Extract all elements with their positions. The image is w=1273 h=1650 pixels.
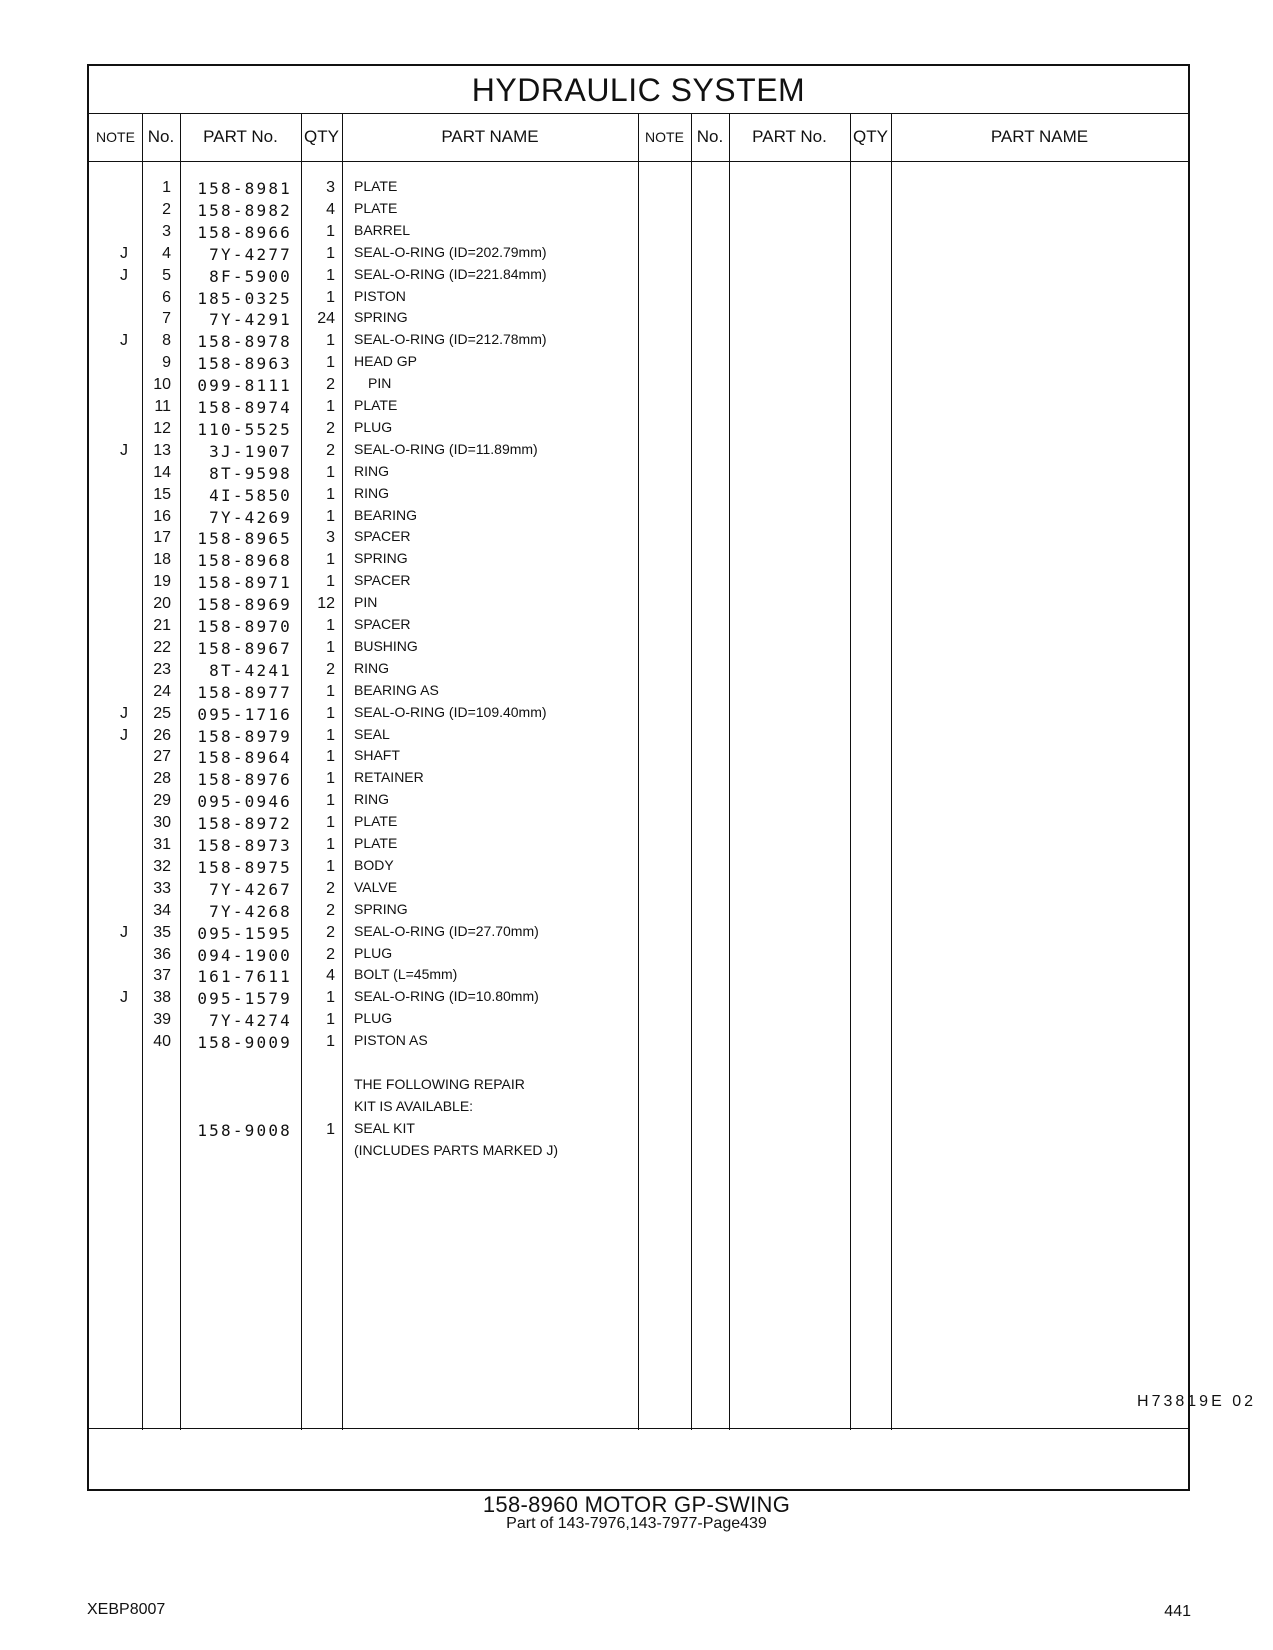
table-row xyxy=(89,1142,1188,1165)
part-number-cell: 095-1716 xyxy=(197,704,292,724)
item-number-cell: 6 xyxy=(162,288,171,306)
header-note-2: NOTE xyxy=(645,129,684,145)
table-row xyxy=(89,901,1188,924)
part-number-cell: 158-8970 xyxy=(197,617,292,636)
note-cell: J xyxy=(120,244,128,262)
quantity-cell: 1 xyxy=(326,332,335,350)
part-number-cell: 7Y-4269 xyxy=(209,507,292,527)
part-name-cell: SEAL-O-RING (ID=212.78mm) xyxy=(354,331,547,348)
item-number-cell: 13 xyxy=(153,441,171,459)
part-name-cell: BOLT (L=45mm) xyxy=(354,966,458,983)
item-number-cell: 38 xyxy=(153,989,171,1007)
quantity-cell: 1 xyxy=(326,463,335,481)
item-number-cell: 23 xyxy=(153,660,171,678)
part-name-cell: KIT IS AVAILABLE: xyxy=(354,1097,474,1114)
part-number-cell: 158-8966 xyxy=(197,222,292,242)
table-row xyxy=(89,528,1188,551)
part-number-cell: 7Y-4267 xyxy=(209,879,292,899)
part-name-cell: SPACER xyxy=(354,528,411,545)
table-row xyxy=(89,682,1188,705)
part-number-cell: 158-8965 xyxy=(197,529,292,549)
part-number-cell: 110-5525 xyxy=(197,419,292,439)
note-cell: J xyxy=(120,441,128,459)
table-row xyxy=(89,419,1188,442)
table-row xyxy=(89,397,1188,420)
part-number-cell: 7Y-4291 xyxy=(209,310,292,330)
table-row xyxy=(89,791,1188,814)
part-name-cell: BEARING AS xyxy=(354,681,439,698)
header-part-no-2: PART No. xyxy=(752,127,827,146)
part-number-cell: 8T-9598 xyxy=(209,463,292,483)
item-number-cell: 5 xyxy=(162,266,171,284)
quantity-cell: 4 xyxy=(326,200,335,218)
header-qty: QTY xyxy=(304,127,339,146)
table-bottom-rule xyxy=(89,1428,1188,1429)
item-number-cell: 17 xyxy=(153,529,171,547)
table-row xyxy=(89,966,1188,989)
table-row xyxy=(89,507,1188,530)
table-row xyxy=(89,747,1188,770)
item-number-cell: 4 xyxy=(162,244,171,262)
table-row xyxy=(89,988,1188,1011)
quantity-cell: 2 xyxy=(326,879,335,897)
document-id: XEBP8007 xyxy=(87,1601,166,1618)
quantity-cell: 24 xyxy=(317,310,335,328)
part-name-cell: PISTON AS xyxy=(354,1032,428,1049)
part-name-cell: PLATE xyxy=(354,835,398,851)
part-name-cell: SEAL-O-RING (ID=202.79mm) xyxy=(354,243,547,260)
table-row xyxy=(89,945,1188,968)
part-number-cell: 158-8975 xyxy=(197,857,292,877)
item-number-cell: 19 xyxy=(153,573,171,591)
header-part-no: PART No. xyxy=(203,127,278,146)
note-cell: J xyxy=(120,989,128,1007)
item-number-cell: 34 xyxy=(153,901,171,919)
quantity-cell: 1 xyxy=(326,770,335,788)
page-title: HYDRAULIC SYSTEM xyxy=(89,66,1188,114)
part-name-cell: BUSHING xyxy=(354,637,418,654)
item-number-cell: 28 xyxy=(153,770,171,788)
part-name-cell: PLUG xyxy=(354,418,393,435)
item-number-cell: 1 xyxy=(162,179,171,196)
part-name-cell: PIN xyxy=(368,375,392,392)
part-number-cell: 161-7611 xyxy=(197,967,292,987)
part-number-cell: 158-8982 xyxy=(197,200,292,220)
item-number-cell: 7 xyxy=(162,310,171,328)
quantity-cell: 1 xyxy=(326,617,335,634)
item-number-cell: 11 xyxy=(154,398,171,415)
table-row xyxy=(89,616,1188,639)
part-name-cell: (INCLUDES PARTS MARKED J) xyxy=(354,1141,559,1158)
quantity-cell: 1 xyxy=(326,726,335,744)
item-number-cell: 8 xyxy=(162,332,171,350)
part-name-cell: SEAL-O-RING (ID=109.40mm) xyxy=(354,703,547,720)
table-row xyxy=(89,266,1188,289)
quantity-cell: 1 xyxy=(326,814,335,832)
part-name-cell: PLUG xyxy=(354,1010,393,1027)
part-name-cell: SPRING xyxy=(354,550,408,567)
table-row xyxy=(89,331,1188,354)
part-name-cell: SPACER xyxy=(354,572,411,589)
item-number-cell: 14 xyxy=(153,463,171,481)
table-row xyxy=(89,1098,1188,1121)
quantity-cell: 1 xyxy=(326,266,335,284)
quantity-cell: 1 xyxy=(326,1011,335,1029)
quantity-cell: 2 xyxy=(326,441,335,459)
part-name-cell: SEAL-O-RING (ID=221.84mm) xyxy=(354,265,547,282)
part-number-cell: 158-8973 xyxy=(197,836,292,855)
part-number-cell: 158-8969 xyxy=(197,595,292,615)
item-number-cell: 24 xyxy=(153,682,171,700)
header-no-2: No. xyxy=(696,127,724,146)
quantity-cell: 1 xyxy=(326,222,335,240)
table-row xyxy=(89,550,1188,573)
quantity-cell: 3 xyxy=(326,529,335,547)
table-row xyxy=(89,485,1188,508)
table-row xyxy=(89,879,1188,902)
table-row xyxy=(89,375,1188,398)
quantity-cell: 12 xyxy=(317,595,335,613)
group-caption: 158-8960 MOTOR GP-SWING xyxy=(482,1492,791,1517)
quantity-cell: 2 xyxy=(326,376,335,394)
part-number-cell: 158-8974 xyxy=(197,398,292,417)
table-row xyxy=(89,835,1188,858)
part-number-cell: 3J-1907 xyxy=(209,441,292,461)
part-number-cell: 158-8976 xyxy=(197,770,292,790)
part-number-cell: 8T-4241 xyxy=(209,660,292,680)
header-qty-2: QTY xyxy=(853,127,888,146)
item-number-cell: 10 xyxy=(153,376,171,394)
part-name-cell: SPRING xyxy=(354,900,408,917)
part-name-cell: PLATE xyxy=(354,397,398,413)
part-number-cell: 158-8981 xyxy=(197,179,292,198)
quantity-cell: 1 xyxy=(326,1033,335,1051)
item-number-cell: 12 xyxy=(153,419,171,437)
table-row xyxy=(89,572,1188,595)
quantity-cell: 1 xyxy=(326,989,335,1007)
quantity-cell: 1 xyxy=(326,398,335,415)
item-number-cell: 32 xyxy=(153,857,171,875)
part-number-cell: 158-8979 xyxy=(197,726,292,746)
part-number-cell: 7Y-4274 xyxy=(209,1011,292,1031)
part-name-cell: PLATE xyxy=(354,178,398,194)
quantity-cell: 1 xyxy=(326,836,335,853)
part-name-cell: RING xyxy=(354,462,389,479)
part-name-cell: THE FOLLOWING REPAIR xyxy=(354,1075,525,1092)
table-row xyxy=(89,288,1188,311)
part-number-cell: 158-8964 xyxy=(197,748,292,768)
part-number-cell: 095-1579 xyxy=(197,989,292,1009)
group-reference: Part of 143-7976,143-7977-Page439 xyxy=(506,1515,767,1532)
part-number-cell: 095-0946 xyxy=(197,792,292,812)
quantity-cell: 1 xyxy=(326,551,335,569)
quantity-cell: 1 xyxy=(326,1120,335,1138)
part-name-cell: SEAL xyxy=(354,725,390,742)
item-number-cell: 26 xyxy=(153,726,171,744)
table-row xyxy=(89,200,1188,223)
item-number-cell: 30 xyxy=(153,814,171,832)
table-row xyxy=(89,660,1188,683)
quantity-cell: 1 xyxy=(326,288,335,306)
table-row xyxy=(89,1032,1188,1055)
part-name-cell: RING xyxy=(354,659,389,676)
table-row xyxy=(89,638,1188,661)
part-name-cell: HEAD GP xyxy=(354,353,418,370)
item-number-cell: 2 xyxy=(162,200,171,218)
table-row xyxy=(89,857,1188,880)
quantity-cell: 1 xyxy=(326,857,335,875)
part-name-cell: PISTON xyxy=(354,287,406,304)
item-number-cell: 15 xyxy=(153,485,171,503)
part-number-cell: 099-8111 xyxy=(197,376,292,396)
part-number-cell: 158-8972 xyxy=(197,814,292,834)
part-name-cell: RING xyxy=(354,791,389,808)
item-number-cell: 18 xyxy=(153,551,171,569)
quantity-cell: 1 xyxy=(326,682,335,700)
table-row xyxy=(89,1120,1188,1143)
quantity-cell: 1 xyxy=(326,485,335,503)
table-row xyxy=(89,353,1188,376)
part-name-cell: SHAFT xyxy=(354,747,400,764)
item-number-cell: 39 xyxy=(153,1011,171,1029)
part-name-cell: SEAL-O-RING (ID=10.80mm) xyxy=(354,988,539,1005)
table-row xyxy=(89,726,1188,749)
table-row xyxy=(89,1054,1188,1077)
note-cell: J xyxy=(120,923,128,941)
part-number-cell: 4I-5850 xyxy=(209,485,292,505)
part-number-cell: 158-9008 xyxy=(197,1120,292,1140)
part-name-cell: VALVE xyxy=(354,878,398,895)
part-name-cell: SPRING xyxy=(354,309,408,326)
table-row xyxy=(89,769,1188,792)
part-name-cell: PLUG xyxy=(354,944,393,961)
parts-table-frame xyxy=(87,64,1190,1491)
part-name-cell: BEARING xyxy=(354,506,418,523)
part-number-cell: 095-1595 xyxy=(197,923,292,943)
part-number-cell: 158-8968 xyxy=(197,551,292,571)
part-name-cell: PIN xyxy=(354,594,378,611)
part-name-cell: RING xyxy=(354,484,389,501)
part-number-cell: 7Y-4277 xyxy=(209,244,292,264)
quantity-cell: 3 xyxy=(326,179,335,196)
table-row xyxy=(89,463,1188,486)
quantity-cell: 1 xyxy=(326,354,335,372)
table-row xyxy=(89,813,1188,836)
part-number-cell: 158-8963 xyxy=(197,354,292,374)
part-number-cell: 158-8971 xyxy=(197,573,292,593)
quantity-cell: 1 xyxy=(326,748,335,766)
note-cell: J xyxy=(120,704,128,722)
table-row xyxy=(89,1010,1188,1033)
table-row xyxy=(89,244,1188,267)
illustration-code: H73819E 02 xyxy=(1137,1393,1256,1410)
item-number-cell: 20 xyxy=(153,595,171,613)
item-number-cell: 3 xyxy=(162,222,171,240)
part-name-cell: BARREL xyxy=(354,221,411,238)
table-row xyxy=(89,309,1188,332)
table-row xyxy=(89,178,1188,201)
part-name-cell: RETAINER xyxy=(354,769,424,786)
item-number-cell: 40 xyxy=(153,1033,171,1051)
quantity-cell: 1 xyxy=(326,507,335,525)
item-number-cell: 31 xyxy=(153,836,171,853)
item-number-cell: 9 xyxy=(162,354,171,372)
item-number-cell: 29 xyxy=(153,792,171,810)
item-number-cell: 36 xyxy=(153,945,171,963)
table-row xyxy=(89,704,1188,727)
table-row xyxy=(89,594,1188,617)
item-number-cell: 37 xyxy=(153,967,171,985)
item-number-cell: 21 xyxy=(153,617,171,634)
quantity-cell: 2 xyxy=(326,419,335,437)
part-number-cell: 7Y-4268 xyxy=(209,901,292,921)
note-cell: J xyxy=(120,332,128,350)
item-number-cell: 33 xyxy=(153,879,171,897)
header-no: No. xyxy=(147,127,175,146)
page-number: 441 xyxy=(1164,1603,1191,1620)
part-number-cell: 158-8967 xyxy=(197,638,292,658)
header-part-name-2: PART NAME xyxy=(990,127,1089,146)
part-number-cell: 158-9009 xyxy=(197,1033,292,1053)
part-name-cell: SEAL-O-RING (ID=27.70mm) xyxy=(354,922,539,939)
quantity-cell: 2 xyxy=(326,945,335,963)
part-number-cell: 8F-5900 xyxy=(209,266,292,286)
note-cell: J xyxy=(120,726,128,744)
part-number-cell: 158-8977 xyxy=(197,682,292,702)
item-number-cell: 16 xyxy=(153,507,171,525)
quantity-cell: 4 xyxy=(326,967,335,985)
part-number-cell: 094-1900 xyxy=(197,945,292,965)
quantity-cell: 1 xyxy=(326,244,335,262)
part-number-cell: 158-8978 xyxy=(197,332,292,352)
item-number-cell: 22 xyxy=(153,638,171,656)
part-number-cell: 185-0325 xyxy=(197,288,292,308)
table-row xyxy=(89,222,1188,245)
header-note: NOTE xyxy=(96,129,135,145)
item-number-cell: 27 xyxy=(153,748,171,766)
part-name-cell: PLATE xyxy=(354,813,398,830)
header-part-name: PART NAME xyxy=(441,127,539,146)
quantity-cell: 1 xyxy=(326,704,335,722)
quantity-cell: 1 xyxy=(326,792,335,810)
quantity-cell: 1 xyxy=(326,573,335,591)
quantity-cell: 2 xyxy=(326,901,335,919)
table-row xyxy=(89,441,1188,464)
quantity-cell: 2 xyxy=(326,660,335,678)
part-name-cell: SEAL KIT xyxy=(354,1119,415,1136)
quantity-cell: 2 xyxy=(326,923,335,941)
note-cell: J xyxy=(120,266,128,284)
part-name-cell: SEAL-O-RING (ID=11.89mm) xyxy=(354,440,538,457)
item-number-cell: 25 xyxy=(153,704,171,722)
part-name-cell: PLATE xyxy=(354,199,398,216)
part-name-cell: BODY xyxy=(354,856,394,873)
quantity-cell: 1 xyxy=(326,638,335,656)
part-name-cell: SPACER xyxy=(354,616,411,632)
item-number-cell: 35 xyxy=(153,923,171,941)
table-row xyxy=(89,1076,1188,1099)
table-row xyxy=(89,923,1188,946)
